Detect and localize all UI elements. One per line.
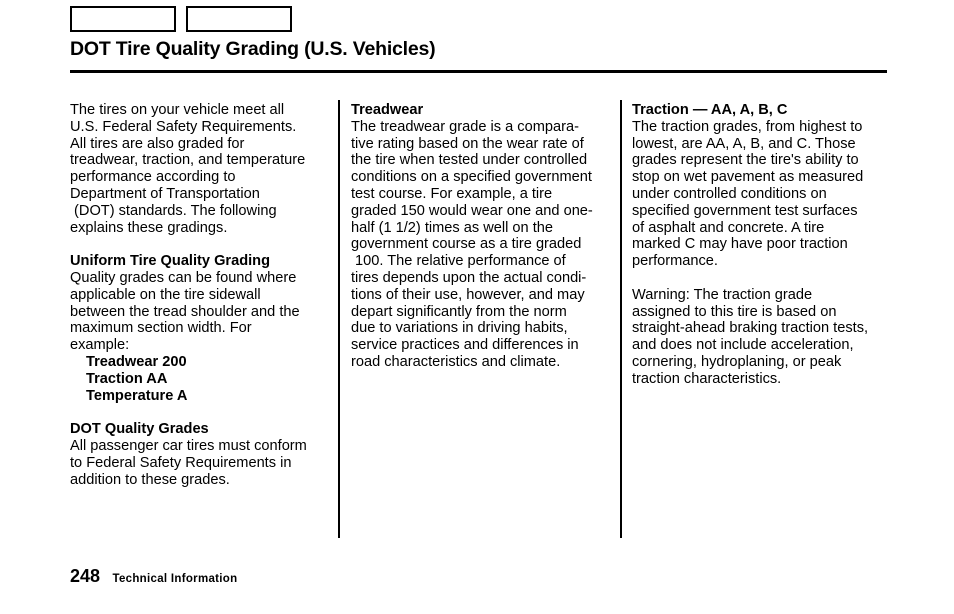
column-right [632,102,894,388]
treadwear-line: 100. The relative performance of [351,253,566,270]
treadwear-line: government course as a tire graded [351,236,582,253]
traction-line: marked C may have poor traction [632,236,848,253]
dot-quality-line: addition to these grades. [70,471,230,488]
dot-quality-line: to Federal Safety Requirements in [70,454,292,471]
uniform-grading-line: maximum section width. For [70,320,252,337]
page-number: 248 [70,566,101,586]
treadwear-line: service practices and differences in [351,337,579,354]
treadwear-heading: Treadwear [351,102,424,118]
treadwear-line: road characteristics and climate. [351,353,561,370]
uniform-grading-heading: Uniform Tire Quality Grading [70,253,271,270]
page-title: DOT Tire Quality Grading (U.S. Vehicles) [70,38,436,60]
example-traction: Traction AA [86,370,168,387]
uniform-grading-line: between the tread shoulder and the [70,303,300,320]
intro-line: performance according to [70,169,236,186]
column-divider [338,100,340,538]
treadwear-line: tive rating based on the wear rate of [351,135,584,152]
treadwear-line: due to variations in driving habits, [351,320,568,337]
warning-line: straight-ahead braking traction tests, [632,320,869,337]
traction-heading: Traction — AA, A, B, C [632,102,788,118]
uniform-grading-line: example: [70,337,130,354]
warning-line: cornering, hydroplaning, or peak [632,353,842,370]
traction-line: performance. [632,253,718,270]
intro-line: (DOT) standards. The following [70,202,277,219]
intro-line: U.S. Federal Safety Requirements. [70,118,297,135]
treadwear-line: test course. For example, a tire [351,185,553,202]
section-name: Technical Information [112,573,238,585]
treadwear-line: the tire when tested under controlled [351,152,588,169]
column-divider [620,100,622,538]
traction-line: of asphalt and concrete. A tire [632,219,825,236]
treadwear-line: depart significantly from the norm [351,303,567,320]
warning-line: Warning: The traction grade [632,286,813,303]
dot-quality-heading: DOT Quality Grades [70,421,209,438]
intro-line: treadwear, traction, and temperature [70,152,306,169]
intro-line: explains these gradings. [70,219,228,236]
warning-line: traction characteristics. [632,370,782,387]
warning-line: and does not include acceleration, [632,337,854,354]
example-temperature: Temperature A [86,387,188,404]
intro-line: Department of Transportation [70,185,260,202]
dot-quality-line: All passenger car tires must conform [70,437,307,454]
uniform-grading-line: Quality grades can be found where [70,269,297,286]
intro-line: All tires are also graded for [70,135,245,152]
treadwear-line: tires depends upon the actual condi- [351,269,587,286]
uniform-grading-line: applicable on the tire sidewall [70,286,261,303]
traction-line: grades represent the tire's ability to [632,152,859,169]
traction-line: lowest, are AA, A, B, and C. Those [632,135,856,152]
treadwear-line: half (1 1/2) times as well on the [351,219,553,236]
page-footer [70,566,237,587]
traction-line: specified government test surfaces [632,202,858,219]
treadwear-line: conditions on a specified government [351,169,592,186]
treadwear-line: graded 150 would wear one and one- [351,202,593,219]
treadwear-line: tions of their use, however, and may [351,286,585,303]
treadwear-line: The treadwear grade is a compara- [351,118,579,135]
column-left [70,102,332,488]
nav-box-left[interactable] [70,6,176,32]
example-treadwear: Treadwear 200 [86,353,187,370]
nav-box-right[interactable] [186,6,292,32]
column-middle [351,102,613,371]
intro-line: The tires on your vehicle meet all [70,102,285,118]
title-rule [70,70,887,73]
traction-line: The traction grades, from highest to [632,118,863,135]
traction-line: under controlled conditions on [632,185,827,202]
warning-line: assigned to this tire is based on [632,303,837,320]
traction-line: stop on wet pavement as measured [632,169,864,186]
